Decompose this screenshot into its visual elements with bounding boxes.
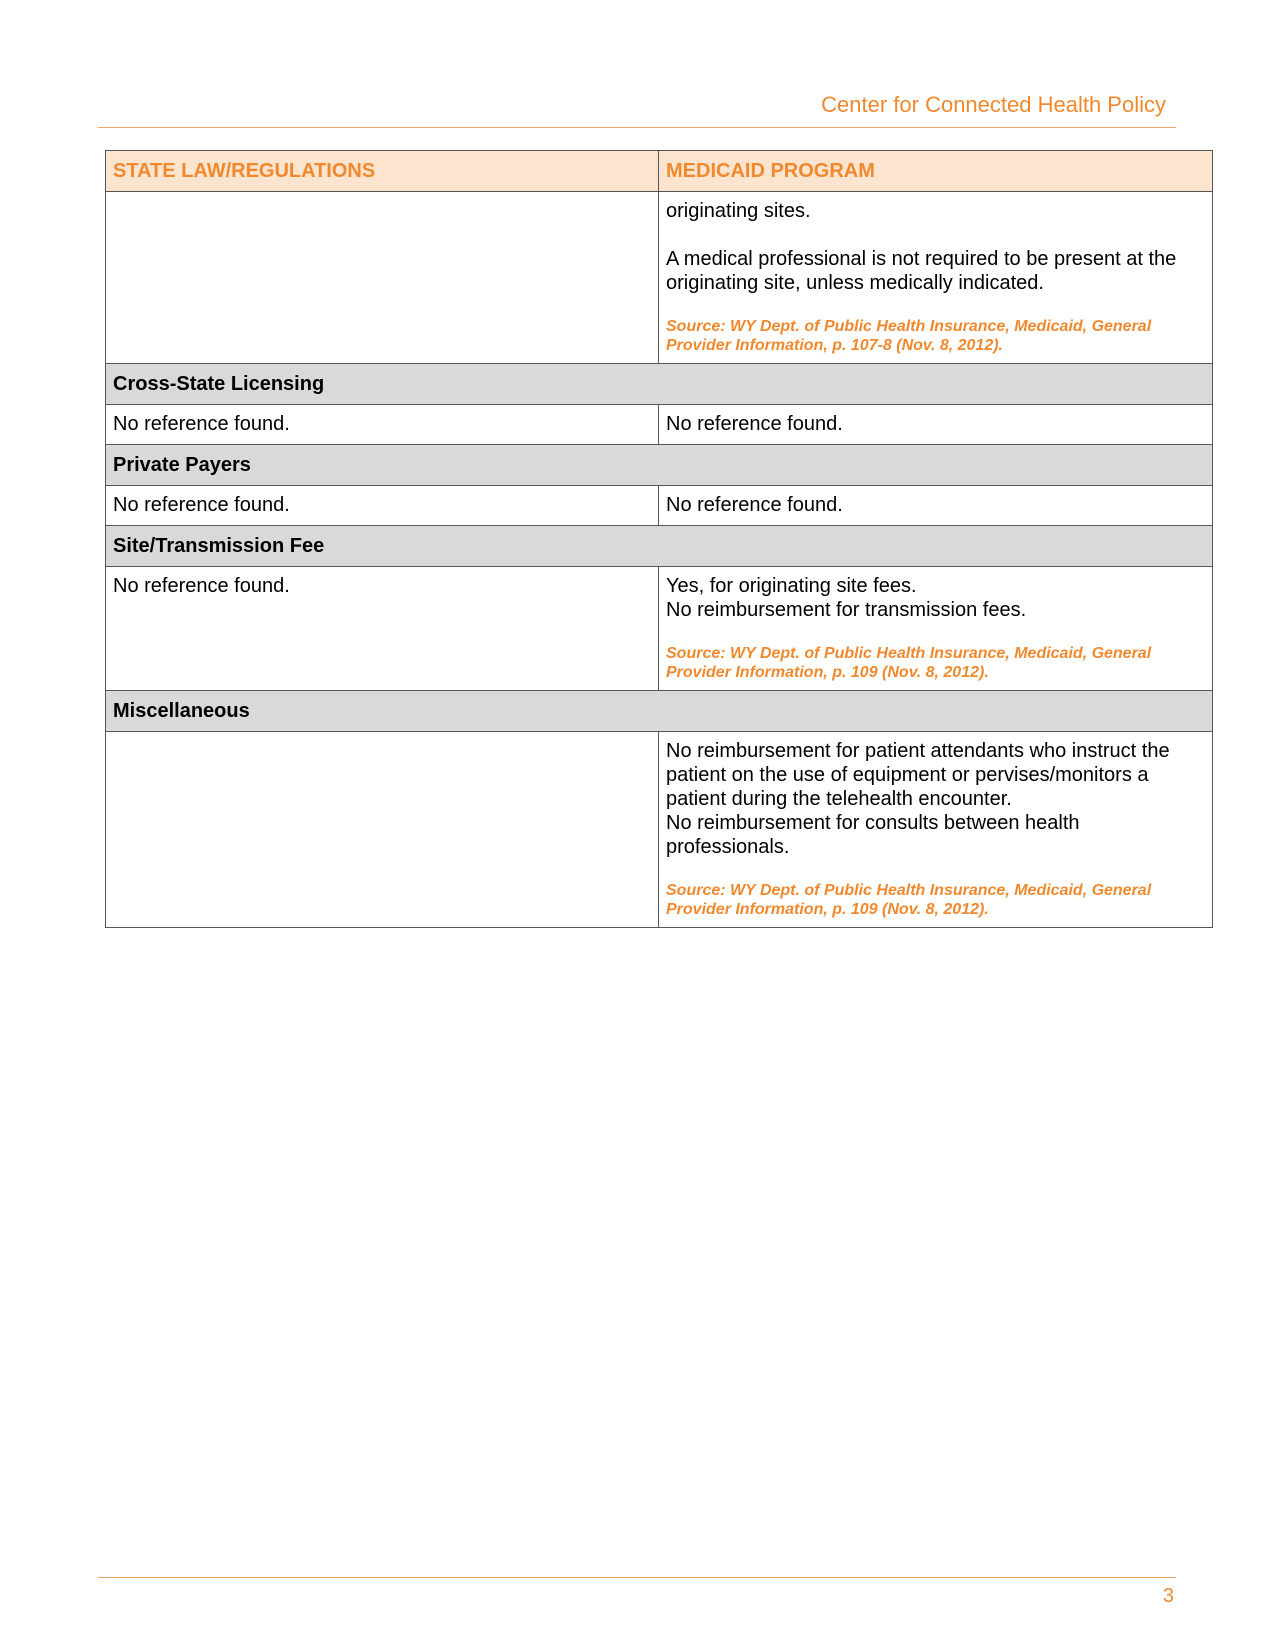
section-title: Site/Transmission Fee [106, 526, 1213, 567]
medicaid-cell [659, 567, 1213, 691]
medicaid-cell [659, 192, 1213, 364]
page-number: 3 [1162, 1585, 1174, 1607]
table-row [106, 732, 1213, 928]
section-title: Miscellaneous [106, 691, 1213, 732]
state-law-cell [106, 192, 659, 364]
section-row-private-payers [106, 445, 1213, 486]
cell-line: No reimbursement for transmission fees. [666, 599, 1027, 621]
section-row-miscellaneous [106, 691, 1213, 732]
table-row [106, 192, 1213, 364]
column-header-state-law: STATE LAW/REGULATIONS [106, 151, 659, 192]
source-citation: Source: WY Dept. of Public Health Insurance, Medicaid, General Provider Information, p. 107-8 (Nov. 8, 2012). [666, 318, 1152, 354]
medicaid-cell [659, 732, 1213, 928]
medicaid-cell: No reference found. [659, 486, 1213, 526]
cell-line: No reimbursement for patient attendants who instruct the patient on the use of equipment or pervises/monitors a patient during the telehealth encounter. [666, 740, 1170, 810]
source-citation: Source: WY Dept. of Public Health Insurance, Medicaid, General Provider Information, p. 109 (Nov. 8, 2012). [666, 645, 1152, 681]
table-header-row [106, 151, 1213, 192]
section-title: Private Payers [106, 445, 1213, 486]
cell-line: Yes, for originating site fees. [666, 575, 917, 597]
state-law-cell: No reference found. [106, 405, 659, 445]
medicaid-cell: No reference found. [659, 405, 1213, 445]
header-divider [98, 127, 1176, 128]
section-row-site-transmission-fee [106, 526, 1213, 567]
column-header-medicaid: MEDICAID PROGRAM [659, 151, 1213, 192]
section-row-cross-state-licensing [106, 364, 1213, 405]
cell-line: No reimbursement for consults between health professionals. [666, 812, 1080, 858]
section-title: Cross-State Licensing [106, 364, 1213, 405]
cell-text: A medical professional is not required to be present at the originating site, unless medically indicated. [666, 248, 1177, 294]
footer-divider [98, 1577, 1176, 1578]
telehealth-policy-table [105, 150, 1213, 928]
source-citation: Source: WY Dept. of Public Health Insurance, Medicaid, General Provider Information, p. 109 (Nov. 8, 2012). [666, 882, 1152, 918]
state-law-cell [106, 732, 659, 928]
table-row [106, 405, 1213, 445]
document-header-title: Center for Connected Health Policy [821, 92, 1166, 117]
cell-text: originating sites. [666, 200, 811, 222]
table-row [106, 486, 1213, 526]
state-law-cell: No reference found. [106, 567, 659, 691]
state-law-cell: No reference found. [106, 486, 659, 526]
table-row [106, 567, 1213, 691]
